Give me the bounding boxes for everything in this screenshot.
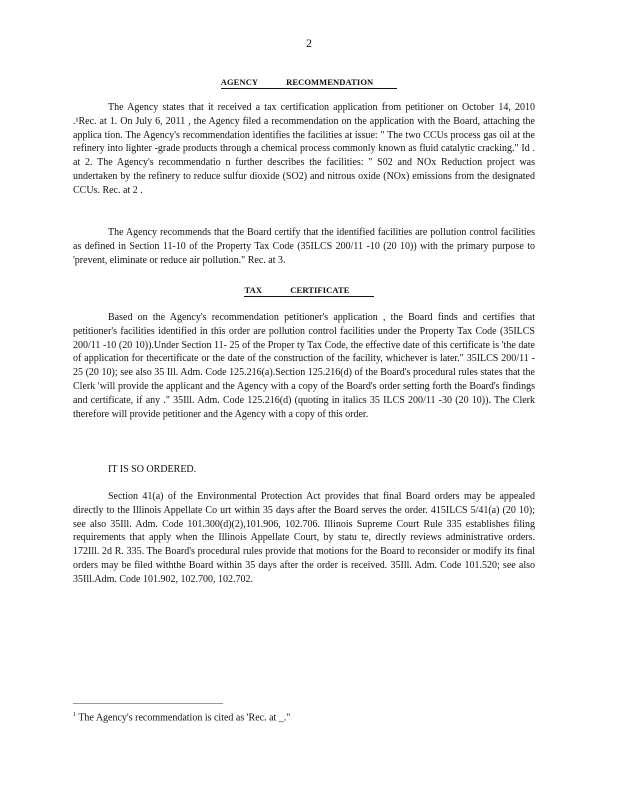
appeal-rights-paragraph: Section 41(a) of the Environmental Protection Act provides that final Board orders may be appealed directly to the Illinois Appellate Co urt within 35 days after the Board serves the order. 415ILCS 5/41(a) (20 10); see also 35Ill. Adm. Code 101.300(d)(2),101.906, 102.706. Illinois Supreme Court Rule 335 establishes filing requirements that apply when the Illinois Appellate Court, by statu te, directly reviews administrative orders. 172Ill. 2d R. 335. The Board's procedural rules provide that motions for the Board to reconsider or modify its final orders may be filed withthe Board within 35 days after the order is received. 35Ill. Adm. Code 101.520; see also 35Ill.Adm. Code 101.902, 102.700, 102.702. xyxy=(73,491,535,585)
tax-certificate-paragraph: Based on the Agency's recommendation petitioner's application , the Board finds and certifies that petitioner's facilities identified in this order are pollution control facilities under the Property Tax Code (35ILCS 200/11 -10 (20 10)).Under Section 11- 25 of the Proper ty Tax Code, the effective date of this certificate is 'the date of application for thecertificate or the date of the construction of the facility, whichever is later." 35ILCS 200/11 - 25 (20 10); see also 35 Ill. Adm. Code 125.216(a).Section 125.216(d) of the Board's procedural rules states that the Clerk 'will provide the applicant and the Agency with a copy of the Board's order setting forth the Board's findings and certificate, if any ." 35Ill. Adm. Code 125.216(d) (quoting in italics 35 ILCS 200/11 -30 (20 10)). The Clerk therefore will provide petitioner and the Agency with a copy of this order. xyxy=(73,312,535,420)
tax-certificate-heading xyxy=(0,285,618,297)
page-number: 2 xyxy=(306,36,312,50)
agency-recommendation-paragraph-1: The Agency states that it received a tax certification application from petitioner on October 14, 2010 .¹Rec. at 1. On July 6, 2011 , the Agency filed a recommendation on the application with the Board, attaching the applica tion. The Agency's recommendation identifies the facilities at issue: " The two CCUs process gas oil at the refinery into lighter -grade products through a chemical process commonly known as fluid catalytic cracking." Id . at 2. The Agency's recommendatio n further describes the facilities: " S02 and NOx Reduction project was undertaken by the refinery to reduce sulfur dioxide (SO2) and nitrous oxide (NOx) emissions from the designated CCUs. Rec. at 2 . xyxy=(73,102,535,196)
footnote xyxy=(73,712,290,723)
footnote-text: The Agency's recommendation is cited as 'Rec. at _." xyxy=(78,712,291,724)
footnote-divider xyxy=(73,703,223,704)
heading-text: TAX CERTIFICATE xyxy=(244,285,373,297)
ordered-line: IT IS SO ORDERED. xyxy=(108,464,197,475)
agency-recommendation-heading xyxy=(0,77,618,89)
agency-recommendation-paragraph-2: The Agency recommends that the Board certify that the identified facilities are pollution control facilities as defined in Section 11-10 of the Property Tax Code (35ILCS 200/11 -10 (20 10)) with the primary purpose to 'prevent, eliminate or reduce air pollution." Rec. at 3. xyxy=(73,227,535,266)
heading-text: AGENCY RECOMMENDATION xyxy=(221,77,398,89)
footnote-marker: 1 xyxy=(73,712,76,718)
